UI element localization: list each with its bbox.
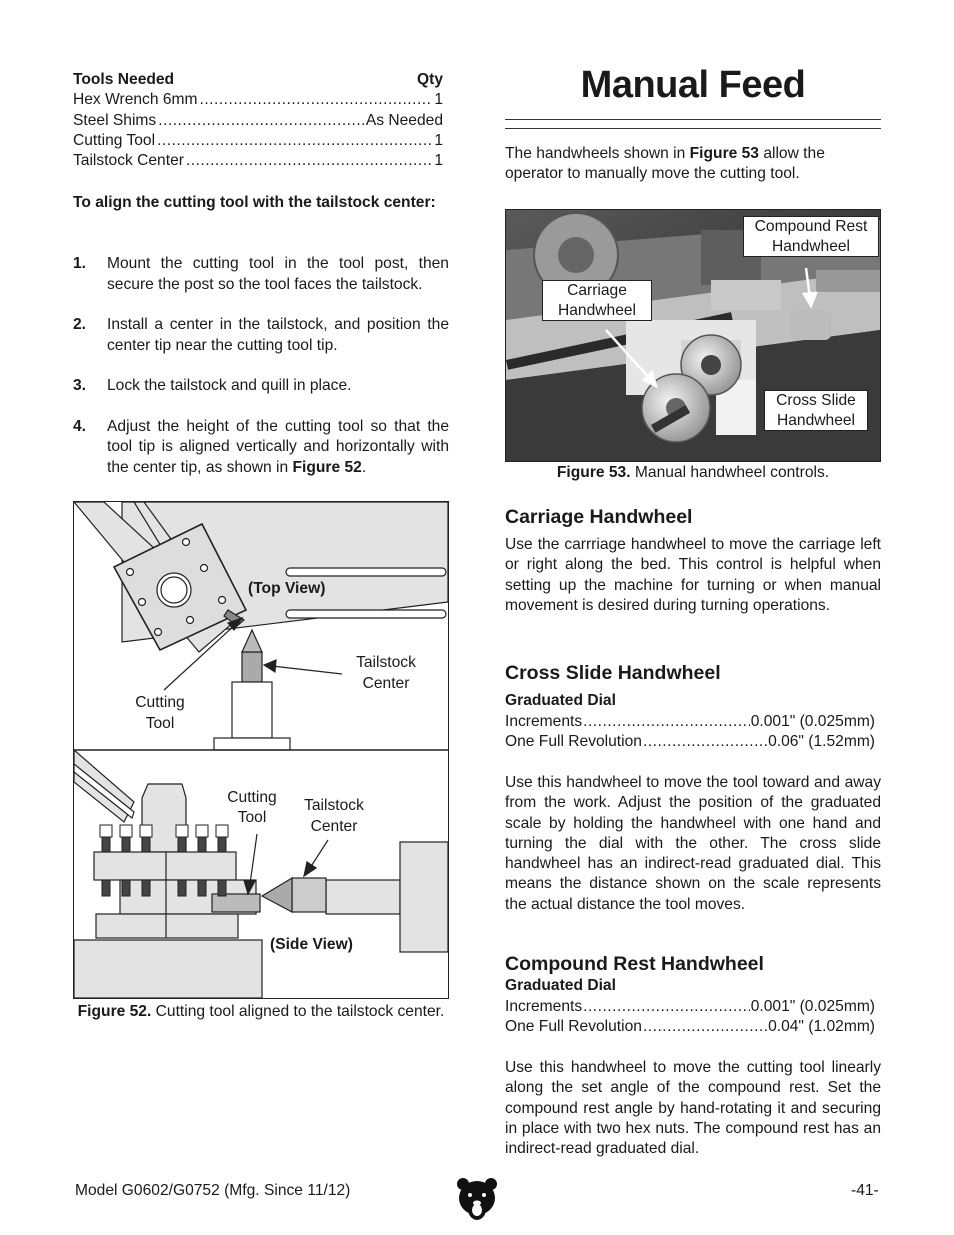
top-view-label: (Top View) [248,580,326,597]
figure-52-caption: Figure 52. Cutting tool aligned to the tailstock center. [77,1003,445,1020]
manual-feed-intro: The handwheels shown in Figure 53 allow the operator to manually move the cutting tool. [505,145,825,183]
cross-specs [505,712,875,753]
top-tailstock-label: Tailstock Center [356,654,416,692]
step-number: 1. [73,255,87,272]
tool-name: Tailstock Center [73,152,184,170]
figure-52-diagram [73,501,449,999]
spec-row: Increments ..... 0.001" (0.025mm) [505,712,875,732]
figure-53-caption: Figure 53. Manual handwheel controls. [556,464,830,481]
step-text: Install a center in the tailstock, and position the center tip near the cutting tool tip. [107,316,449,354]
tool-qty: 1 [434,131,443,149]
cross-slide-heading: Cross Slide Handwheel [505,662,721,684]
tools-needed-list [73,70,443,171]
top-cutting-label: Cutting Tool [135,694,185,732]
bear-logo-icon [456,1176,498,1227]
step-number: 2. [73,316,87,333]
figure-52-reference: Figure 52 [292,458,362,476]
compound-specs [505,997,875,1038]
figure-53-photo [505,209,881,462]
cross-slide-text: Use this handwheel to move the tool toward and away from the work. Adjust the position of the graduated scale by holding the handwheel with one hand and turning the dial with the other. The cross slide handwheel has an indirect-read graduated dial. This means the distance shown on the scale represents the actual distance the tool moves. [505,774,881,913]
title-rule-top [505,119,881,120]
tool-alignment-illustration [74,502,448,998]
tool-qty: 1 [434,152,443,170]
title-rule-bottom [505,128,881,129]
compound-text: Use this handwheel to move the cutting tool linearly along the set angle of the compound rest. Set the compound rest angle by hand-rotating it and securing in place with two hex nuts. The compound rest has an indirect-read graduated dial. [505,1059,881,1158]
alignment-intro: To align the cutting tool with the tailstock center: [73,194,436,211]
carriage-text: Use the carrriage handwheel to move the carriage left or right along the bed. This control is helpful when setting up the machine for turning or when manual movement is desired during turning operations. [505,536,881,614]
step-item [73,417,449,479]
alignment-steps [73,254,449,498]
spec-row: One Full Revolution ..... 0.04" (1.02mm) [505,1017,875,1037]
page-number: -41- [851,1182,879,1199]
tool-name: Hex Wrench 6mm [73,91,198,109]
page-title: Manual Feed [580,64,806,106]
tool-row [73,151,443,171]
tool-qty: 1 [434,91,443,109]
step-item [73,376,449,397]
spec-row: Increments ..... 0.001" (0.025mm) [505,997,875,1017]
side-tailstock-label: Tailstock Center [304,797,364,835]
tool-row [73,131,443,151]
compound-heading: Compound Rest Handwheel [505,953,764,975]
footer-model: Model G0602/G0752 (Mfg. Since 11/12) [75,1182,351,1199]
step-text: Lock the tailstock and quill in place. [107,377,352,394]
compound-rest-label: Compound Rest Handwheel [743,216,879,257]
tool-qty: As Needed [365,111,443,129]
tools-header-qty: Qty [417,71,443,88]
carriage-heading: Carriage Handwheel [505,506,693,528]
tool-name: Steel Shims [73,111,157,129]
step-text: Adjust the height of the cutting tool so that the tool tip is aligned vertically and horizontally with the center tip, as shown in Figure 52. [107,417,449,476]
compound-dial-subheading: Graduated Dial [505,977,616,994]
tool-row [73,111,443,131]
tool-name: Cutting Tool [73,131,156,149]
step-item [73,315,449,356]
tools-header-name: Tools Needed [73,71,175,88]
side-view-label: (Side View) [270,936,353,953]
step-item [73,254,449,295]
tools-header [73,70,443,90]
spec-row: One Full Revolution ..... 0.06" (1.52mm) [505,732,875,752]
tool-row [73,90,443,110]
side-cutting-label: Cutting Tool [227,789,277,826]
carriage-handwheel-label: Carriage Handwheel [542,280,652,321]
figure-53-reference: Figure 53 [689,145,759,162]
step-number: 3. [73,377,87,394]
cross-slide-label: Cross Slide Handwheel [764,390,868,431]
cross-dial-subheading: Graduated Dial [505,692,616,709]
step-number: 4. [73,417,87,435]
step-text: Mount the cutting tool in the tool post, then secure the post so the tool faces the tailstock. [107,255,449,293]
